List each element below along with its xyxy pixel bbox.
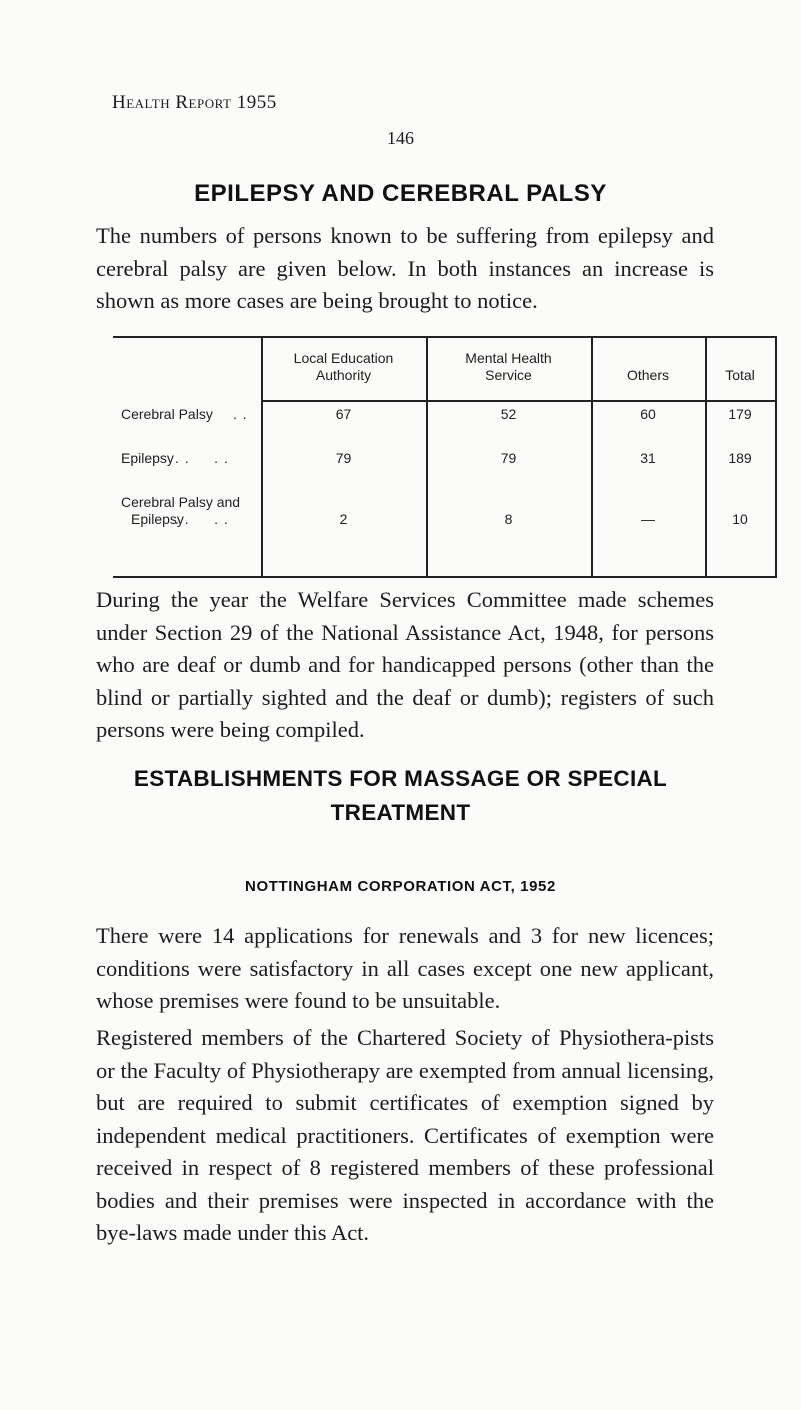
column-header-mental-health: Mental Health Service <box>465 350 552 383</box>
table-cell: 189 <box>728 450 752 466</box>
cases-table <box>113 336 777 578</box>
row-label-epilepsy: Epilepsy <box>121 450 174 466</box>
intro-paragraph: The numbers of persons known to be suffering from epilepsy and cerebral palsy are given below. In both instances an increase is shown as more cases are being brought to notice. <box>96 223 714 313</box>
row-leader: . . <box>233 406 248 422</box>
table-cell: 67 <box>335 406 352 422</box>
column-header-others: Others <box>626 367 669 383</box>
column-header-lea: Local Education Authority <box>293 350 394 383</box>
table-cell: 179 <box>728 406 752 422</box>
welfare-paragraph: During the year the Welfare Services Committee made schemes under Section 29 of the National Assistance Act, 1948, for persons who are deaf or dumb and for handicapped persons (other than the blind or partially sighted and the deaf or dumb); registers of such persons were being compiled. <box>96 587 714 742</box>
table-cell: 2 <box>339 511 348 527</box>
table-cell: 10 <box>732 511 748 527</box>
physiotherapists-paragraph: Registered members of the Chartered Society of Physiothera-pists or the Faculty of Physiotherapy are exempted from annual licensing, but are required to submit certificates of exemption signed by independent medical practitioners. Certificates of exemption were received in respect of 8 registered members of these professional bodies and their premises were inspected in accordance with the bye-laws made under this Act. <box>96 1025 714 1245</box>
table-cell: — <box>641 511 655 527</box>
table-cell: 79 <box>335 450 352 466</box>
table-cell: 60 <box>640 406 656 422</box>
table-cell: 79 <box>500 450 517 466</box>
applications-paragraph: There were 14 applications for renewals and 3 for new licences; conditions were satisfactory in all cases except one new applicant, whose premises were found to be unsuitable. <box>96 923 714 1013</box>
section-subtitle-nottingham-act: NOTTINGHAM CORPORATION ACT, 1952 <box>245 878 556 895</box>
table-cell: 31 <box>640 450 656 466</box>
section-title-establishments: ESTABLISHMENTS FOR MASSAGE OR SPECIAL TREATMENT <box>133 766 668 825</box>
table-cell: 8 <box>504 511 513 527</box>
table-col-rule-5 <box>775 336 777 578</box>
running-head: Health Report 1955 <box>112 92 277 113</box>
table-cell: 52 <box>500 406 517 422</box>
row-label-cerebral-palsy: Cerebral Palsy <box>121 406 213 422</box>
section-title-epilepsy: EPILEPSY AND CEREBRAL PALSY <box>194 180 607 207</box>
table-top-rule <box>113 336 777 338</box>
row-label-cerebral-palsy-and-epilepsy: Cerebral Palsy and Epilepsy <box>121 494 241 527</box>
row-leader: . . . . <box>175 511 229 527</box>
row-leader: . . . . <box>175 450 229 466</box>
table-bottom-rule <box>113 576 777 578</box>
page-number: 146 <box>387 128 414 148</box>
table-header-rule <box>261 400 777 402</box>
column-header-total: Total <box>725 367 755 383</box>
